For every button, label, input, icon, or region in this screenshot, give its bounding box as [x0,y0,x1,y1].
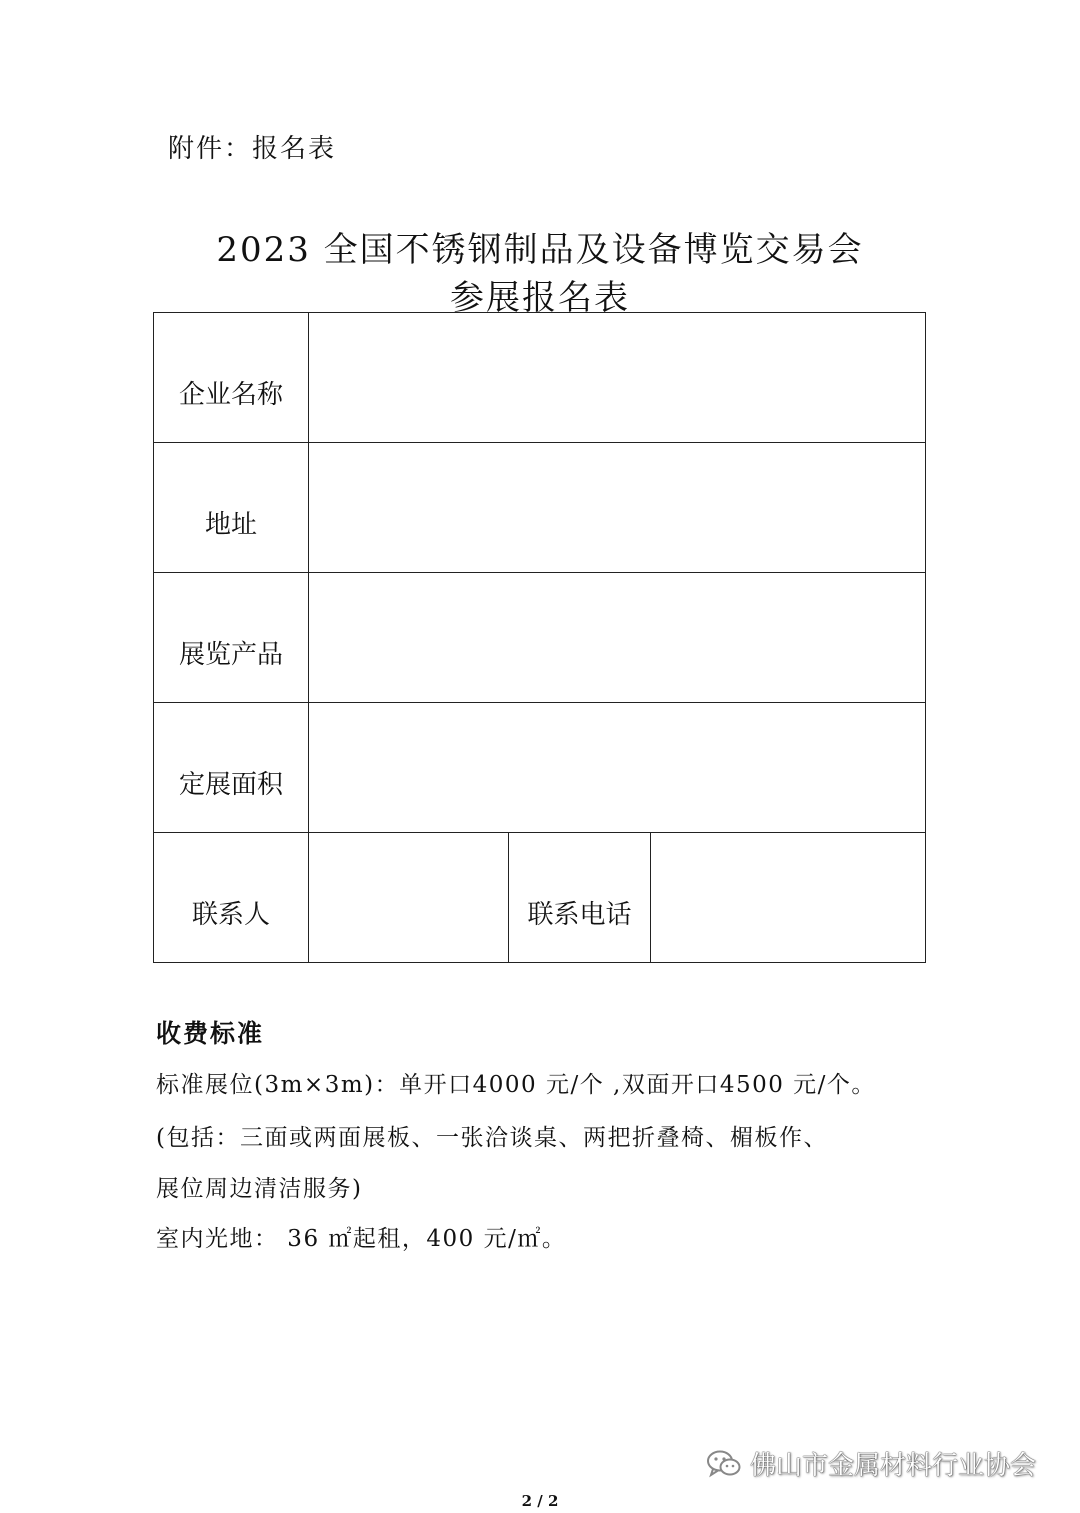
products-field[interactable] [309,573,926,703]
fees-standard-booth: 标准展位(3m×3m)：单开口4000 元/个 ,双面开口4500 元/个。 [156,1072,876,1098]
attachment-label: 附件：报名表 [168,134,337,164]
form-row-products [154,573,926,703]
company-name-label: 企业名称 [154,313,309,443]
fees-raw-space: 室内光地： 36 ㎡起租，400 元/㎡。 [156,1226,567,1252]
document-title: 2023 全国不锈钢制品及设备博览交易会 [216,230,864,270]
watermark-text: 佛山市金属材料行业协会 [750,1451,1037,1481]
page-number: 2 / 2 [521,1492,559,1510]
form-row-company [154,313,926,443]
wechat-icon [706,1449,742,1479]
watermark [706,1445,1036,1482]
fees-includes-continued: 展位周边清洁服务) [156,1176,363,1202]
products-label: 展览产品 [154,573,309,703]
company-name-field[interactable] [309,313,926,443]
form-row-address [154,443,926,573]
booth-area-field[interactable] [309,703,926,833]
contact-person-label: 联系人 [154,833,309,963]
booth-area-label: 定展面积 [154,703,309,833]
address-field[interactable] [309,443,926,573]
form-row-booth-area [154,703,926,833]
fees-includes: (包括：三面或两面展板、一张洽谈桌、两把折叠椅、楣板作、 [156,1125,828,1151]
fees-title: 收费标准 [156,1019,265,1048]
registration-form-table [153,312,926,963]
contact-phone-label: 联系电话 [509,833,651,963]
form-row-contact [154,833,926,963]
contact-person-field[interactable] [309,833,509,963]
address-label: 地址 [154,443,309,573]
document-subtitle: 参展报名表 [450,278,630,318]
contact-phone-field[interactable] [651,833,926,963]
